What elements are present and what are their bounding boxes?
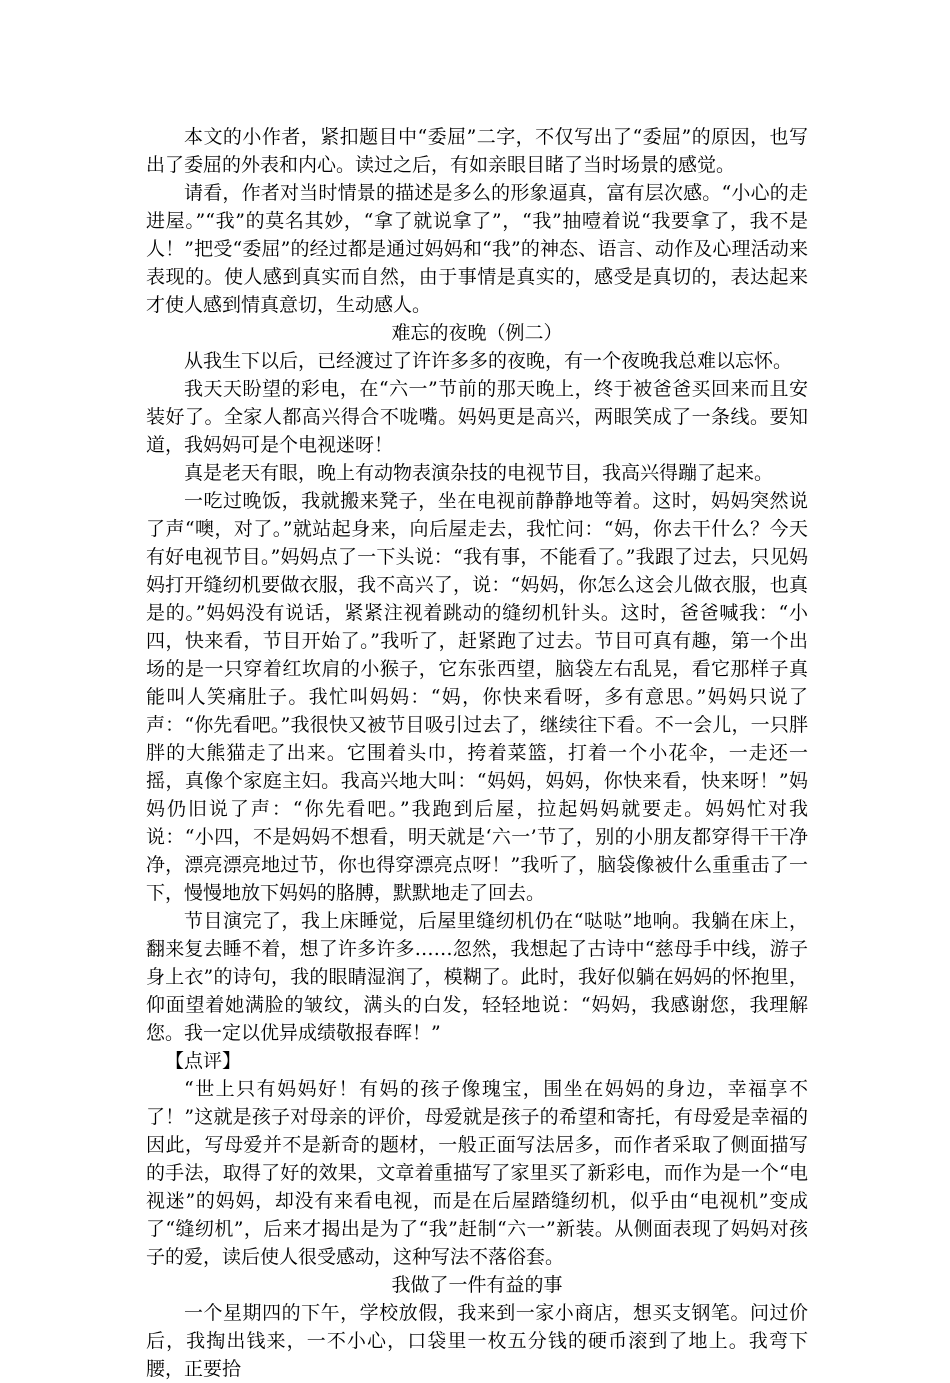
essay2-paragraph-1: 一个星期四的下午，学校放假，我来到一家小商店，想买支钢笔。问过价后，我掏出钱来，一不小心，口袋里一枚五分钱的硬币滚到了地上。我弯下腰，正要拾 xyxy=(146,1302,808,1380)
essay-paragraph-5: 节目演完了，我上床睡觉，后屋里缝纫机仍在“哒哒”地响。我躺在床上，翻来复去睡不着，想了许多许多……忽然，我想起了古诗中“慈母手中线，游子身上衣”的诗句，我的眼睛湿润了，模糊了。此时，我好似躺在妈妈的怀抱里，仰面望着她满脸的皱纹，满头的白发，轻轻地说：“妈妈，我感谢您，我理解您。我一定以优异成绩敬报春晖！” xyxy=(146,910,808,1044)
review-paragraph-1: 本文的小作者，紧扣题目中“委屈”二字，不仅写出了“委屈”的原因，也写出了委屈的外表和内心。读过之后，有如亲眼目睹了当时场景的感觉。 xyxy=(146,126,808,176)
document-page xyxy=(146,123,808,1383)
essay-paragraph-1: 从我生下以后，已经渡过了许许多多的夜晚，有一个夜晚我总难以忘怀。 xyxy=(184,350,793,372)
essay-paragraph-4: 一吃过晚饭，我就搬来凳子，坐在电视前静静地等着。这时，妈妈突然说了声“噢，对了。”就站起身来，向后屋走去，我忙问：“妈，你去干什么？今天有好电视节目。”妈妈点了一下头说：“我有事，不能看了。”我跟了过去，只见妈妈打开缝纫机要做衣服，我不高兴了，说：“妈妈，你怎么这会儿做衣服，也真是的。”妈妈没有说话，紧紧注视着跳动的缝纫机针头。这时，爸爸喊我：“小四，快来看，节目开始了。”我听了，赶紧跑了过去。节目可真有趣，第一个出场的是一只穿着红坎肩的小猴子，它东张西望，脑袋左右乱晃，看它那样子真能叫人笑痛肚子。我忙叫妈妈：“妈，你快来看呀，多有意思。”妈妈只说了声：“你先看吧。”我很快又被节目吸引过去了，继续往下看。不一会儿，一只胖胖的大熊猫走了出来。它围着头巾，挎着菜篮，打着一个小花伞，一走还一摇，真像个家庭主妇。我高兴地大叫：“妈妈，妈妈，你快来看，快来呀！”妈妈仍旧说了声：“你先看吧。”我跑到后屋，拉起妈妈就要走。妈妈忙对我说：“小四，不是妈妈不想看，明天就是‘六一’节了，别的小朋友都穿得干干净净，漂亮漂亮地过节，你也得穿漂亮点呀！”我听了，脑袋像被什么重重击了一下，慢慢地放下妈妈的胳膊，默默地走了回去。 xyxy=(146,490,808,904)
essay-title-2: 我做了一件有益的事 xyxy=(391,1274,563,1296)
comment-label: 【点评】 xyxy=(165,1050,242,1072)
comment-paragraph: “世上只有妈妈好！有妈的孩子像瑰宝，围坐在妈妈的身边，幸福享不了！”这就是孩子对母亲的评价，母爱就是孩子的希望和寄托，有母爱是幸福的因此，写母爱并不是新奇的题材，一般正面写法居多，而作者采取了侧面描写的手法，取得了好的效果，文章着重描写了家里买了新彩电，而作为是一个“电视迷”的妈妈，却没有来看电视，而是在后屋踏缝纫机，似乎由“电视机”变成了“缝纫机”，后来才揭出是为了“我”赶制“六一”新装。从侧面表现了妈妈对孩子的爱，读后使人很受感动，这种写法不落俗套。 xyxy=(146,1078,808,1268)
essay-paragraph-3: 真是老天有眼，晚上有动物表演杂技的电视节目，我高兴得蹦了起来。 xyxy=(184,462,774,484)
review-paragraph-2: 请看，作者对当时情景的描述是多么的形象逼真，富有层次感。“小心的走进屋。”“我”的莫名其妙，“拿了就说拿了”，“我”抽噎着说“我要拿了，我不是人！”把受“委屈”的经过都是通过妈妈和“我”的神态、语言、动作及心理活动来表现的。使人感到真实而自然，由于事情是真实的，感受是真切的，表达起来才使人感到情真意切，生动感人。 xyxy=(146,182,808,316)
essay-paragraph-2: 我天天盼望的彩电，在“六一”节前的那天晚上，终于被爸爸买回来而且安装好了。全家人都高兴得合不咙嘴。妈妈更是高兴，两眼笑成了一条线。要知道，我妈妈可是个电视迷呀！ xyxy=(146,378,808,456)
essay-title-1: 难忘的夜晚（例二） xyxy=(391,322,563,344)
